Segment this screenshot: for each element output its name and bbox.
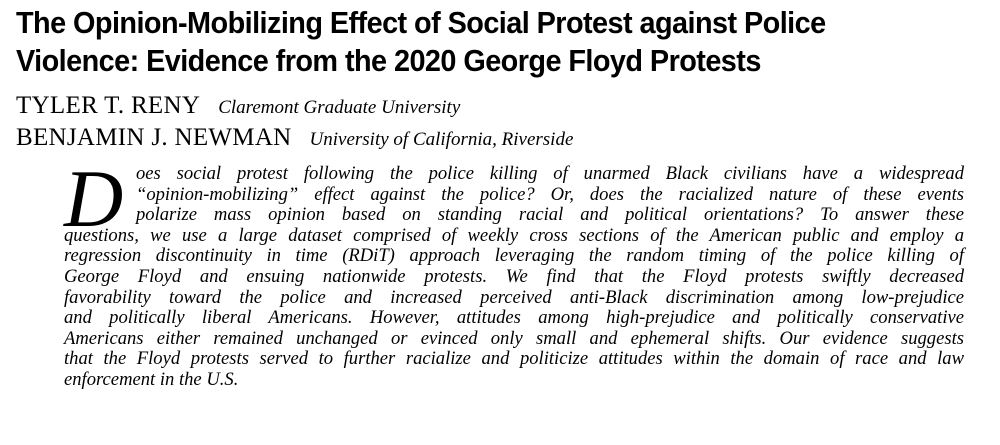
abstract-line: polarize mass opinion based on standing racial and political orientations? To answer these — [136, 204, 964, 226]
abstract-line: oes social protest following the police killing of unarmed Black civilians have a widespread — [136, 163, 964, 184]
abstract-line: George Floyd and ensuing nationwide protests. We find that the Floyd protests swiftly decreased — [64, 265, 964, 287]
abstract-line: and politically liberal Americans. However, attitudes among high-prejudice and politically conservative — [64, 307, 964, 329]
author-name: TYLER T. RENY — [16, 92, 201, 119]
abstract-line: regression discontinuity in time (RDiT) approach leveraging the random timing of the police killing of — [64, 245, 964, 267]
author-name: BENJAMIN J. NEWMAN — [16, 124, 292, 151]
author-affiliation: Claremont Graduate University — [218, 97, 461, 118]
paper-title-line-2: Violence: Evidence from the 2020 George Floyd Protests — [16, 43, 761, 78]
abstract-drop-cap: D — [64, 153, 124, 244]
abstract-line: “opinion-mobilizing” effect against the police? Or, does the racialized nature of these events — [136, 183, 964, 205]
paper-title-line-1: The Opinion-Mobilizing Effect of Social Protest against Police — [16, 5, 826, 40]
abstract-line: questions, we use a large dataset comprised of weekly cross sections of the American public and employ a — [64, 224, 964, 246]
abstract-line: Americans either remained unchanged or evinced only small and ephemeral shifts. Our evidence suggests — [64, 327, 964, 349]
abstract-line: favorability toward the police and increased perceived anti-Black discrimination among low-prejudice — [64, 286, 964, 308]
abstract-line: enforcement in the U.S. — [64, 368, 239, 390]
author-1 — [16, 92, 460, 120]
abstract — [64, 164, 964, 391]
paper-title — [16, 4, 918, 80]
abstract-line: that the Floyd protests served to further racialize and politicize attitudes within the domain of race and law — [64, 348, 964, 370]
author-2 — [16, 124, 573, 152]
author-affiliation: University of California, Riverside — [309, 129, 574, 150]
